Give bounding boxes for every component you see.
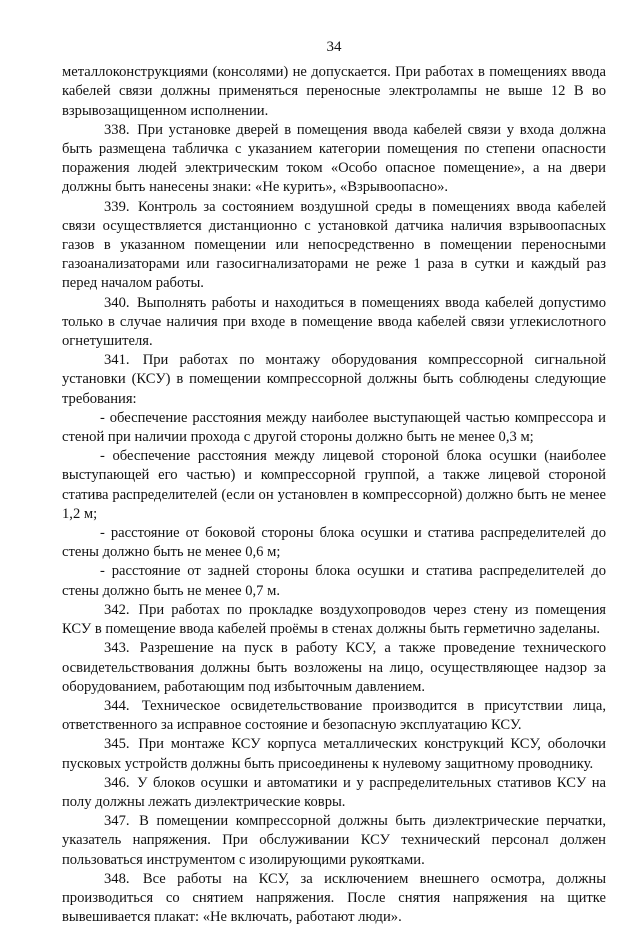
paragraph-347 <box>62 812 606 870</box>
paragraph-344 <box>62 697 606 735</box>
list-item <box>62 524 606 562</box>
paragraph-text: металлоконструкциями (консолями) не допускается. При работах в помещениях ввода кабелей связи должны применяться переносные электролампы не выше 12 В во взрывозащищенном исполнении. <box>62 64 606 119</box>
paragraph-text: Все работы на КСУ, за исключением внешнего осмотра, должны производиться со снятием напряжения. После снятия напряжения на щитке вывешивается плакат: «Не включать, работают люди». <box>62 870 606 926</box>
paragraph-continuation <box>62 63 606 121</box>
list-item-text: - обеспечение расстояния между лицевой стороной блока осушки (наиболее выступающей его частью) и компрессорной группой, а также лицевой стороной статива распределителей (если он установлен в компрессорной) должно быть не менее 1,2 м; <box>62 448 606 522</box>
paragraph-346 <box>62 774 606 812</box>
paragraph-number: 347. <box>104 813 130 830</box>
paragraph-text: Выполнять работы и находиться в помещениях ввода кабелей допустимо только в случае наличия при входе в помещение ввода кабелей связи углекислотного огнетушителя. <box>62 294 606 350</box>
paragraph-341 <box>62 351 606 409</box>
paragraph-343 <box>62 639 606 697</box>
paragraph-text: У блоков осушки и автоматики и у распределительных стативов КСУ на полу должны лежать диэлектрические ковры. <box>62 774 606 810</box>
paragraph-number: 346. <box>104 774 130 791</box>
paragraph-number: 338. <box>104 121 130 138</box>
paragraph-number: 344. <box>104 697 130 714</box>
paragraph-345 <box>62 735 606 773</box>
paragraph-338 <box>62 121 606 198</box>
paragraph-number: 339. <box>104 198 130 215</box>
paragraph-text: В помещении компрессорной должны быть диэлектрические перчатки, указатель напряжения. При обслуживании КСУ технический персонал должен пользоваться инструментом с изолирующими рукоятками. <box>62 813 607 868</box>
paragraph-number: 343. <box>104 640 130 657</box>
paragraph-number: 341. <box>104 352 130 369</box>
paragraph-340 <box>62 294 606 352</box>
paragraph-text: При монтаже КСУ корпуса металлических конструкций КСУ, оболочки пусковых устройств должны быть присоединены к нулевому защитному проводнику. <box>62 736 606 772</box>
list-item <box>62 409 606 447</box>
paragraph-text: При работах по прокладке воздухопроводов через стену из помещения КСУ в помещение ввода кабелей проёмы в стенах должны быть герметично заделаны. <box>62 601 606 638</box>
page-number: 34 <box>326 39 342 55</box>
paragraph-text: При установке дверей в помещения ввода кабелей связи у входа должна быть размещена табличка с указанием категории помещения по степени опасности поражения людей электрическим током «Особо опасное помещение», а на двери должны быть нанесены знаки: «Не курить», «Взрывоопасно». <box>62 121 606 196</box>
paragraph-text: При работах по монтажу оборудования компрессорной сигнальной установки (КСУ) в помещении компрессорной должны быть соблюдены следующие требования: <box>62 352 606 407</box>
document-page <box>62 38 606 927</box>
list-item-text: - обеспечение расстояния между наиболее выступающей частью компрессора и стеной при наличии прохода с другой стороны должно быть не менее 0,3 м; <box>62 409 606 446</box>
paragraph-number: 345. <box>104 736 130 753</box>
paragraph-342 <box>62 601 606 639</box>
paragraph-number: 340. <box>104 294 130 311</box>
list-item-text: - расстояние от задней стороны блока осушки и статива распределителей до стены должно быть не менее 0,7 м. <box>62 563 606 599</box>
paragraph-text: Разрешение на пуск в работу КСУ, а также проведение технического освидетельствования должны быть возложены на лицо, осуществляющее надзор за оборудованием, работающим под избыточным давлением. <box>62 640 606 695</box>
list-item-text: - расстояние от боковой стороны блока осушки и статива распределителей до стены должно быть не менее 0,6 м; <box>62 525 606 561</box>
list-item <box>62 562 606 600</box>
paragraph-339 <box>62 198 606 294</box>
list-item <box>62 447 606 524</box>
paragraph-text: Техническое освидетельствование производится в присутствии лица, ответственного за исправное состояние и безопасную эксплуатацию КСУ. <box>62 697 606 734</box>
paragraph-text: Контроль за состоянием воздушной среды в помещениях ввода кабелей связи осуществляется дистанционно с установкой датчика наличия взрывоопасных газов в указанном помещении или непосредственно в помещении переносными газоанализаторами или газосигнализаторами не реже 1 раза в сутки и каждый раз перед началом работы. <box>62 198 607 292</box>
paragraph-348 <box>62 870 606 927</box>
paragraph-number: 342. <box>104 601 130 618</box>
paragraph-number: 348. <box>104 870 130 887</box>
